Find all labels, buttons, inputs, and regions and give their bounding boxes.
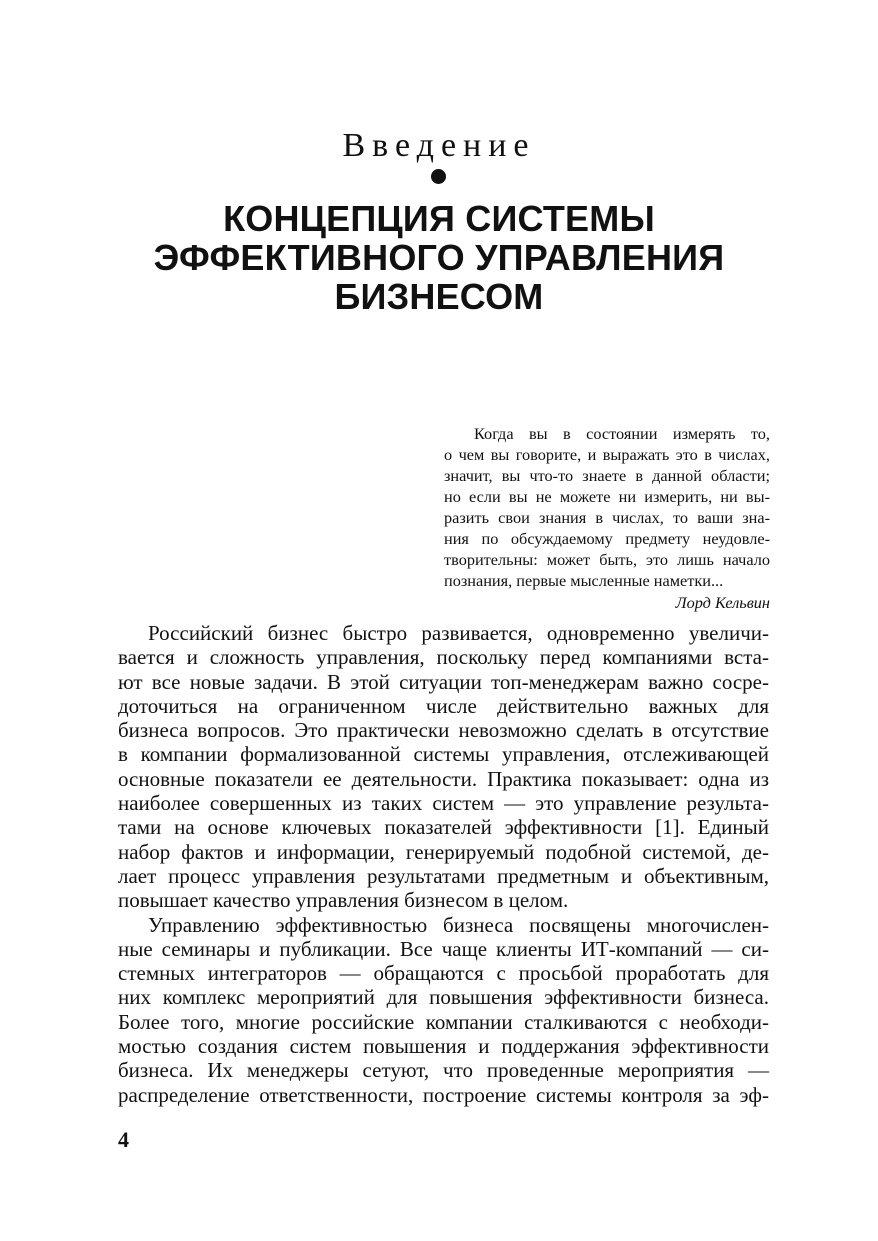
text-line: мостью создания систем повышения и поддержания эффективности — [118, 1034, 769, 1059]
text-line: распределение ответственности, построение системы контроля за эф- — [118, 1082, 769, 1107]
text-line: ные семинары и публикации. Все чаще клиенты ИТ-компаний — си- — [118, 936, 769, 961]
epigraph-line: Когда вы в состоянии измерять то, — [474, 424, 770, 443]
chapter-title-line: БИЗНЕСОМ — [334, 276, 544, 317]
text-line: лает процесс управления результатами предметным и объективным, — [118, 863, 769, 888]
page-number: 4 — [118, 1127, 129, 1152]
text-line: Более того, многие российские компании сталкиваются с необходи- — [118, 1009, 769, 1034]
text-line: них комплекс мероприятий для повышения эффективности бизнеса. — [118, 985, 769, 1010]
epigraph-line: о чем вы говорите, и выражать это в числах, — [444, 445, 770, 464]
chapter-label: Введение — [342, 127, 536, 164]
text-line: бизнеса вопросов. Это практически невозможно сделать в отсутствие — [118, 718, 769, 743]
body-text — [118, 621, 769, 1107]
text-line: в компании формализованной системы управления, отслеживающей — [118, 742, 769, 767]
epigraph-author: Лорд Кельвин — [675, 593, 770, 612]
bullet-ornament — [431, 169, 446, 184]
epigraph-line: познания, первые мысленные наметки... — [444, 571, 724, 590]
epigraph-line: разить свои знания в числах, то ваши зна- — [444, 508, 770, 527]
epigraph-line: ния по обсуждаемому предмету неудовле- — [444, 529, 770, 548]
text-line: повышает качество управления бизнесом в целом. — [118, 888, 569, 913]
text-line: набор фактов и информации, генерируемый подобной системой, де- — [118, 839, 769, 864]
chapter-title-line: ЭФФЕКТИВНОГО УПРАВЛЕНИЯ — [153, 237, 725, 278]
text-line: тами на основе ключевых показателей эффективности [1]. Единый — [118, 815, 769, 840]
paragraph-2 — [118, 913, 769, 1107]
epigraph — [444, 423, 770, 613]
epigraph-line: творительны: может быть, это лишь начало — [444, 550, 770, 569]
text-line: доточиться на ограниченном числе действительно важных для — [118, 693, 769, 718]
text-line: вается и сложность управления, поскольку перед компаниями вста- — [118, 645, 769, 670]
chapter-title-line: КОНЦЕПЦИЯ СИСТЕМЫ — [223, 198, 655, 239]
text-line: основные показатели ее деятельности. Практика показывает: одна из — [118, 766, 769, 791]
text-line: ют все новые задачи. В этой ситуации топ-менеджерам важно сосре- — [118, 669, 769, 694]
text-line: наиболее совершенных из таких систем — это управление результа- — [118, 791, 769, 816]
paragraph-1 — [118, 621, 769, 913]
epigraph-line: значит, вы что-то знаете в данной области; — [444, 466, 770, 485]
text-line: стемных интеграторов — обращаются с просьбой проработать для — [118, 961, 769, 986]
text-line: Управлению эффективностью бизнеса посвящены многочислен- — [148, 912, 769, 937]
text-line: бизнеса. Их менеджеры сетуют, что проведенные мероприятия — — [118, 1058, 769, 1083]
text-line: Российский бизнес быстро развивается, одновременно увеличи- — [148, 621, 769, 645]
epigraph-line: но если вы не можете ни измерить, ни вы- — [444, 487, 770, 506]
chapter-title — [0, 199, 878, 316]
